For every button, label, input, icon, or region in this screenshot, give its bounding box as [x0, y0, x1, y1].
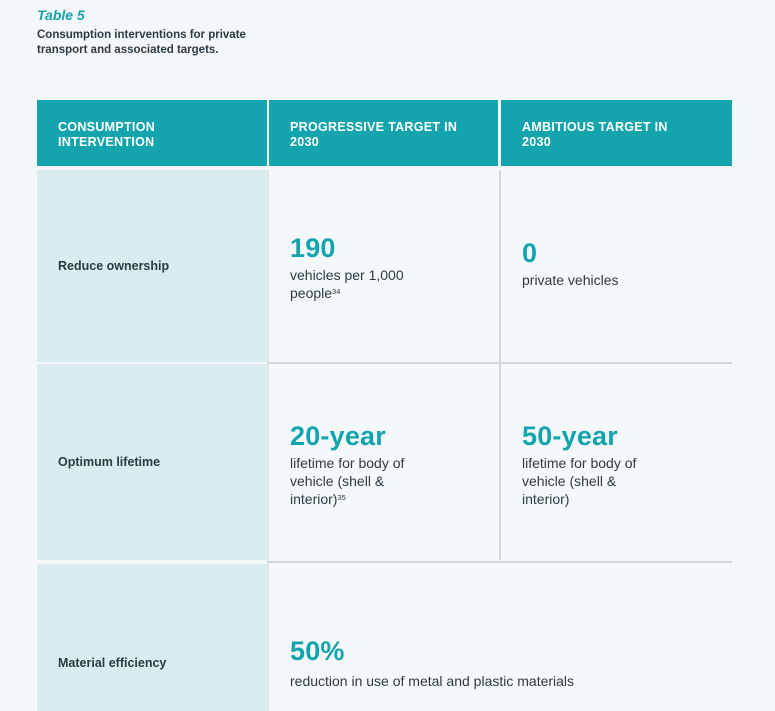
divider: [37, 362, 267, 364]
table-number: Table 5: [37, 7, 85, 23]
reduce-ownership-ambitious: [501, 170, 732, 362]
divider: [267, 100, 269, 166]
target-description: private vehicles: [522, 271, 619, 288]
row-label-optimum-lifetime: Optimum lifetime: [37, 364, 267, 560]
target-value: 50-year: [522, 420, 618, 451]
header-consumption-intervention: CONSUMPTION INTERVENTION: [37, 100, 267, 166]
optimum-lifetime-ambitious: [501, 364, 732, 560]
material-efficiency-combined: [269, 564, 732, 711]
target-value: 20-year: [290, 420, 386, 451]
table-caption: Consumption interventions for private transport and associated targets.: [37, 29, 246, 56]
target-description: lifetime for body of vehicle (shell & interior)$^{35}$: [290, 454, 405, 507]
row-label-material-efficiency: Material efficiency: [37, 564, 267, 711]
targets-table: [37, 100, 732, 711]
target-value: 50%: [290, 636, 345, 666]
divider: [267, 166, 269, 711]
footnote-ref: 34: [332, 286, 341, 296]
divider: [37, 561, 267, 564]
target-value: 0: [522, 237, 538, 268]
optimum-lifetime-progressive: [269, 364, 498, 560]
divider: [267, 362, 732, 364]
divider: [267, 561, 732, 563]
footnote-ref: 35: [337, 492, 346, 502]
target-description: reduction in use of metal and plastic materials: [290, 673, 575, 689]
reduce-ownership-progressive: [269, 170, 498, 362]
divider: [499, 100, 501, 166]
target-description: lifetime for body of vehicle (shell & interior): [522, 454, 637, 507]
row-label-reduce-ownership: Reduce ownership: [37, 170, 267, 362]
target-description: vehicles per 1,000 people$^{34}$: [290, 266, 404, 301]
header-ambitious-target: AMBITIOUS TARGET IN 2030: [501, 100, 732, 166]
target-value: 190: [290, 232, 336, 263]
divider: [37, 166, 732, 170]
header-progressive-target: PROGRESSIVE TARGET IN 2030: [269, 100, 498, 166]
